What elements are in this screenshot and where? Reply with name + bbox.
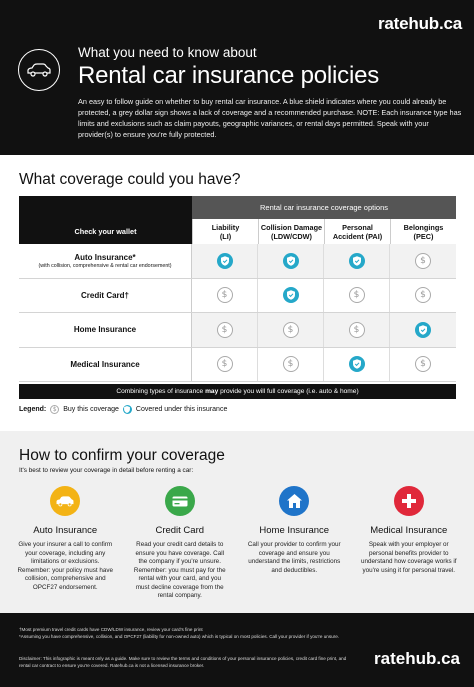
- table-row: [19, 313, 456, 348]
- table-cell: [192, 348, 258, 382]
- table-cell: [324, 244, 390, 278]
- legend-title: Legend:: [19, 406, 47, 413]
- column-header-row: [19, 219, 456, 244]
- card-credit-card: [123, 486, 238, 601]
- dollar-icon: $: [283, 356, 299, 372]
- footnotes: [19, 626, 339, 640]
- confirm-section-title: How to confirm your coverage: [19, 447, 225, 464]
- shield-icon: [349, 253, 365, 269]
- car-icon: [18, 49, 60, 91]
- dollar-icon: $: [283, 322, 299, 338]
- shield-icon: [283, 253, 299, 269]
- table-cell: [258, 348, 324, 382]
- dollar-icon: $: [415, 287, 431, 303]
- column-header-personal-accident: Personal Accident (PAI): [324, 219, 390, 244]
- row-label-text: Credit Card†: [80, 290, 129, 300]
- shield-icon: [283, 287, 299, 303]
- credit-card-icon: [165, 486, 195, 516]
- legend: [19, 405, 227, 414]
- shield-icon: [217, 253, 233, 269]
- confirm-cards: [8, 486, 466, 601]
- table-footnote: Combining types of insurance may provide you will full coverage (i.e. auto & home): [19, 384, 456, 399]
- table-body: [19, 244, 456, 382]
- card-auto-insurance: [8, 486, 123, 601]
- table-cell: [324, 348, 390, 382]
- dollar-icon: $: [217, 356, 233, 372]
- table-cell: [390, 348, 456, 382]
- dollar-icon: $: [217, 287, 233, 303]
- footer: [0, 613, 474, 687]
- column-header-collision: Collision Damage (LDW/CDW): [258, 219, 324, 244]
- footnote-credit-card: †Most premium travel credit cards have CDW/LDW insurance, review your card's fine print: [19, 627, 203, 632]
- card-body: Speak with your employer or personal benefits provider to understand how coverage works if you're using it for personal travel.: [360, 541, 457, 574]
- table-cell: [390, 313, 456, 347]
- coverage-options-header: Rental car insurance coverage options: [192, 196, 456, 219]
- table-cell: [324, 279, 390, 313]
- card-title: Credit Card: [155, 525, 205, 536]
- legend-covered-label: Covered under this insurance: [135, 406, 228, 413]
- table-row: [19, 244, 456, 279]
- page-title: Rental car insurance policies: [78, 62, 380, 89]
- dollar-icon: $: [217, 322, 233, 338]
- column-header-belongings: Belongings (PEC): [390, 219, 456, 244]
- table-cell: [192, 279, 258, 313]
- card-body: Call your provider to confirm your coverage and ensure you understand the limits, restrictions and deductibles.: [247, 541, 341, 574]
- dollar-icon: $: [415, 253, 431, 269]
- card-medical-insurance: [352, 486, 467, 601]
- disclaimer: Disclaimer: This infographic is meant only as a guide. Make sure to review the terms and conditions of your personal insurance policies, credit card fine print, and rental car contract to ensure you're covered. Ratehub.ca is not a licensed insurance broker.: [19, 656, 347, 668]
- table-cell: [390, 279, 456, 313]
- card-title: Auto Insurance: [33, 525, 98, 536]
- table-cell: [258, 244, 324, 278]
- row-label-text: Medical Insurance: [70, 359, 140, 369]
- header-banner: [0, 0, 474, 155]
- shield-icon: [123, 405, 132, 414]
- dollar-icon: $: [349, 287, 365, 303]
- row-label: [19, 313, 192, 347]
- card-title: Medical Insurance: [370, 525, 448, 536]
- card-home-insurance: [237, 486, 352, 601]
- column-header-liability: Liability (LI): [192, 219, 258, 244]
- table-cell: [192, 244, 258, 278]
- legend-buy-label: Buy this coverage: [63, 406, 119, 413]
- confirm-section: [0, 431, 474, 613]
- coverage-section-title: What coverage could you have?: [19, 171, 241, 188]
- medical-cross-icon: [394, 486, 424, 516]
- row-label: [19, 244, 192, 278]
- car-icon: [50, 486, 80, 516]
- row-label-text: Home Insurance: [73, 325, 137, 335]
- card-title: Home Insurance: [259, 525, 330, 536]
- row-label: [19, 348, 192, 382]
- table-cell: [192, 313, 258, 347]
- footnote-auto: *Assuming you have comprehensive, collision, and OPCF27 (liability for non-owned auto) which is typical on most policies. Call your provider if you're unsure.: [19, 634, 340, 639]
- shield-icon: [349, 356, 365, 372]
- table-cell: [390, 244, 456, 278]
- row-sublabel: (with collision, comprehensive & rental car endorsement): [38, 262, 172, 269]
- dollar-icon: $: [50, 405, 59, 414]
- table-cell: [324, 313, 390, 347]
- footer-brand-logo[interactable]: ratehub.ca: [374, 649, 460, 668]
- table-row: [19, 279, 456, 314]
- row-label-text: Auto Insurance*: [74, 252, 136, 262]
- shield-icon: [415, 322, 431, 338]
- table-cell: [258, 279, 324, 313]
- confirm-section-subtitle: It's best to review your coverage in detail before renting a car:: [19, 467, 194, 474]
- header-subtitle: What you need to know about: [78, 45, 257, 60]
- table-row: [19, 348, 456, 383]
- intro-paragraph: An easy to follow guide on whether to buy rental car insurance. A blue shield indicates where you could already be protected, a grey dollar sign shows a lack of coverage and a recommended purchase. NOTE: Each insurance type has limits and exclusions such as claim payouts, geographic variances, or rental days permitted. Speak with your provider(s) to ensure you're fully protected.: [78, 97, 462, 139]
- brand-logo[interactable]: ratehub.ca: [378, 14, 462, 33]
- check-wallet-header: Check your wallet: [19, 219, 192, 244]
- table-cell: [258, 313, 324, 347]
- row-label: [19, 279, 192, 313]
- card-body: Give your insurer a call to confirm your coverage, including any limitations or exclusions. Remember: your policy must have collision, comprehensive and OPCF27 endorsement.: [17, 541, 114, 591]
- dollar-icon: $: [415, 356, 431, 372]
- home-icon: [279, 486, 309, 516]
- dollar-icon: $: [349, 322, 365, 338]
- card-body: Read your credit card details to ensure you have coverage. Call the company if you're unsure. Remember: you must pay for the rental with your card, and you must decline coverage from the rental company.: [133, 541, 226, 599]
